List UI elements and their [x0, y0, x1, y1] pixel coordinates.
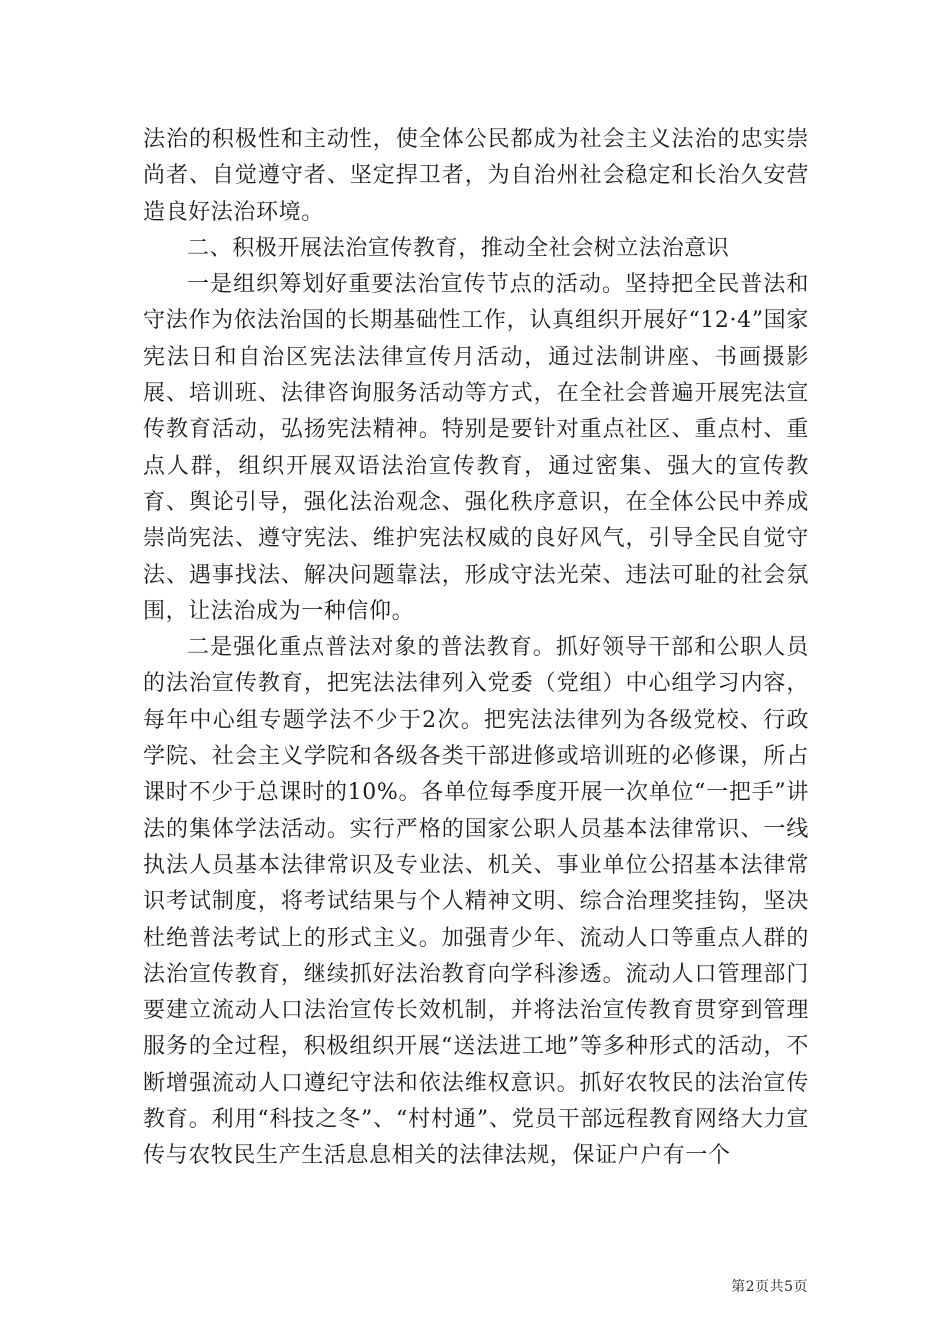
page-number: 第2页共5页: [731, 1279, 808, 1295]
paragraph-continuation: 法治的积极性和主动性，使全体公民都成为社会主义法治的忠实崇尚者、自觉遵守者、坚定捍卫者，为自治州社会稳定和长治久安营造良好法治环境。: [143, 127, 809, 225]
paragraph-item-one: 一是组织筹划好重要法治宣传节点的活动。坚持把全民普法和守法作为依法治国的长期基础性工作，认真组织开展好“12·4”国家宪法日和自治区宪法法律宣传月活动，通过法制讲座、书画摄影展、培训班、法律咨询服务活动等方式，在全社会普遍开展宪法宣传教育活动，弘扬宪法精神。特别是要针对重点社区、重点村、重点人群，组织开展双语法治宣传教育，通过密集、强大的宣传教育、舆论引导，强化法治观念、强化秩序意识，在全体公民中养成崇尚宪法、遵守宪法、维护宪法权威的良好风气，引导全民自觉守法、遇事找法、解决问题靠法，形成守法光荣、违法可耻的社会氛围，让法治成为一种信仰。: [143, 272, 809, 624]
document-body: [143, 122, 809, 1175]
paragraph-item-two: 二是强化重点普法对象的普法教育。抓好领导干部和公职人员的法治宣传教育，把宪法法律列入党委（党组）中心组学习内容，每年中心组专题学法不少于2次。把宪法法律列为各级党校、行政学院、社会主义学院和各级各类干部进修或培训班的必修课，所占课时不少于总课时的10%。各单位每季度开展一次单位“一把手”讲法的集体学法活动。实行严格的国家公职人员基本法律常识、一线执法人员基本法律常识及专业法、机关、事业单位公招基本法律常识考试制度，将考试结果与个人精神文明、综合治理奖挂钩，坚决杜绝普法考试上的形式主义。加强青少年、流动人口等重点人群的法治宣传教育，继续抓好法治教育向学科渗透。流动人口管理部门要建立流动人口法治宣传长效机制，并将法治宣传教育贯穿到管理服务的全过程，积极组织开展“送法进工地”等多种形式的活动，不断增强流动人口遵纪守法和依法维权意识。抓好农牧民的法治宣传教育。利用“科技之冬”、“村村通”、党员干部远程教育网络大力宣传与农牧民生产生活息息相关的法律法规，保证户户有一个: [143, 635, 809, 1169]
section-heading: 二、积极开展法治宣传教育，推动全社会树立法治意识: [187, 235, 730, 261]
